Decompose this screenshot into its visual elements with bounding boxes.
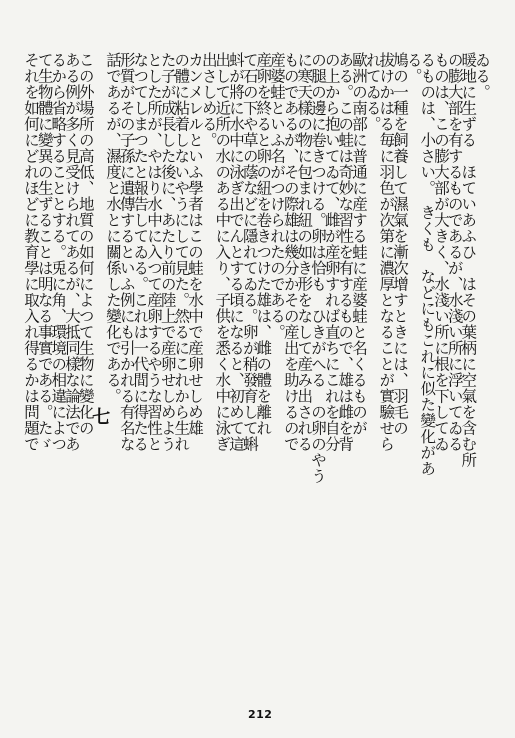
text-column-8: 拔けかはる毎に羽色が次第に濃厚となることが實驗せら <box>377 52 396 452</box>
text-column-28: 話であるが、濕度と水とに關係した變化である。 <box>104 52 122 404</box>
text-column-2: 暖地に生ずる ほていあふひ はその葉柄に空氣を含む所 <box>459 52 478 468</box>
text-column-27: 形質がその子孫に遺傳するといふ例にも引かれる有名な <box>117 52 136 452</box>
text-column-31: るから省略することとする。兎に角、環境の相違によつ <box>49 52 68 452</box>
text-column-9: れてゐる。 <box>363 52 382 132</box>
text-column-5: るものは、小さい。 きくも などにもこれに似た變化があ <box>418 52 437 477</box>
text-column-13: の腿の邊に卷きつける。卵は恰も ひきがへる の卵のやう <box>309 52 327 484</box>
text-column-14: に寒天樣の物に包まれ紐の如き形をなして産み出される <box>295 52 314 452</box>
text-column-4: ものは、この膨大部が大きく、水淺い所に根を下してゐ <box>432 52 450 452</box>
text-column-19: 蚪が將に水中に泳ぎ出でんとする頃になると、初めて這 <box>227 52 245 452</box>
text-column-6: る。 <box>404 52 423 84</box>
text-column-24: た子が成長した後に、あたり前の陸上で産卵せしめよう <box>158 52 177 452</box>
text-column-23: の體に粘着しないやうにして見た。然るにこれから生れ <box>172 52 191 452</box>
text-column-21: 出さしめる。 <box>199 52 218 148</box>
text-column-10: 歐洲の南部に普通に産する蛙に産婆蛙と名くるものが <box>350 52 368 436</box>
text-column-15: ものであるが、その際雄は幾分かその産出を助けるので <box>281 52 300 452</box>
text-column-22: カンメレルといふ學者はこの蛙を水中で産卵せしめ雄 <box>186 52 204 436</box>
text-column-11: ある。この蛙は奇妙な習性を有するもので、雄は雌を背 <box>336 52 355 452</box>
text-column-26: なつてしまつたと報告してゐる。これは一代間に得たる <box>131 52 150 452</box>
text-column-17: 産卵を終ると卵の紐を卷きつけた雄は、雌の體を離れ <box>254 52 273 436</box>
text-column-3: の膨大部を有するものであるが、水淺い所に浮いてゐる <box>445 52 464 452</box>
text-column-25: とした所が、やはり水中に入つて産卵するやうな習性と <box>145 52 163 452</box>
section-number-seven: 七 <box>89 407 111 425</box>
page-number: 212 <box>248 708 273 721</box>
text-column-16: 産婆蛙といふ名がつけられたのである。 <box>268 52 286 340</box>
text-column-18: て石の下や草の蔭などに隱れてゐる。卵が稍發育して蝌 <box>240 52 259 452</box>
text-column-7: 鳩の一種を飼養して濕氣を漸次增すときには、羽毛の <box>391 52 409 436</box>
text-column-33: それを如何にどれほどに教育學に取入れ得るかは問題で <box>22 52 40 452</box>
text-column-1: ゐる。 <box>473 52 491 100</box>
text-column-20: 出して近所の水のある中に入り、子供を悉く水中に泳ぎ <box>213 52 232 452</box>
text-column-12: の上から抱いてゐて、雌が産卵すれば直ちにこれを自分 <box>322 52 341 452</box>
text-column-29: この外場所の高低、地質の如何によつて生物に變化の <box>76 52 95 436</box>
text-column-32: て生物體に變異の生ずることは明なる事實である。たゞ <box>35 52 54 452</box>
text-column-30: ある例が多く見受けられてあるが、大抵同樣な論法であ <box>63 52 81 452</box>
